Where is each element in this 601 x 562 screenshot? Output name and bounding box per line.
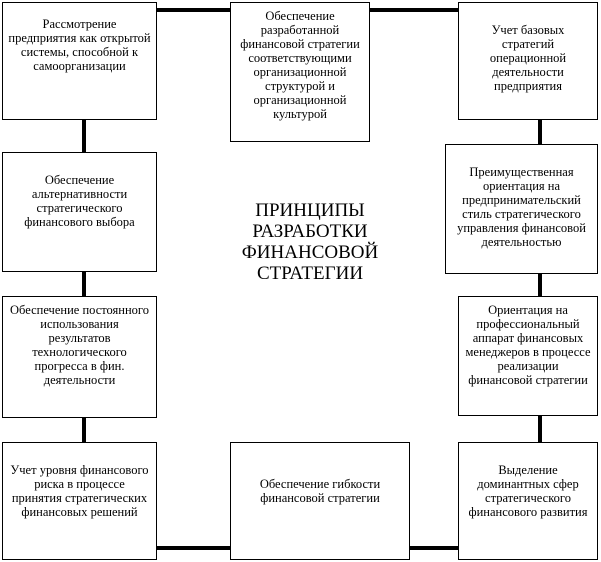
connector-right-3 bbox=[538, 416, 542, 442]
box-top-right bbox=[458, 2, 598, 120]
connector-top-center-right bbox=[370, 8, 458, 12]
connector-bottom-center-right bbox=[410, 546, 458, 550]
connector-left-1 bbox=[82, 120, 86, 152]
box-mid2-left-text: Обеспечение постоянного использования результатов технологического прогресса в фин. деятельности bbox=[10, 303, 149, 387]
box-bottom-center bbox=[230, 442, 410, 560]
diagram-title: ПРИНЦИПЫ РАЗРАБОТКИ ФИНАНСОВОЙ СТРАТЕГИИ bbox=[241, 200, 379, 284]
box-mid2-right bbox=[458, 296, 598, 416]
box-mid1-right bbox=[445, 144, 598, 274]
box-mid2-left bbox=[2, 296, 157, 418]
box-bottom-left bbox=[2, 442, 157, 560]
box-bottom-center-text: Обеспечение гибкости финансовой стратегии bbox=[259, 477, 381, 505]
box-top-center-text: Обеспечение разработанной финансовой стратегии соответствующими организационной структурой и организационной культурой bbox=[240, 9, 360, 121]
box-mid1-left-text: Обеспечение альтернативности стратегического финансового выбора bbox=[24, 173, 135, 229]
connector-right-2 bbox=[538, 274, 542, 296]
connector-bottom-left-center bbox=[157, 546, 230, 550]
box-bottom-left-text: Учет уровня финансового риска в процессе принятия стратегических финансовых решений bbox=[10, 463, 149, 519]
box-top-right-text: Учет базовых стратегий операционной деятельности предприятия bbox=[489, 23, 567, 93]
box-top-center bbox=[230, 2, 370, 142]
box-mid1-left bbox=[2, 152, 157, 272]
box-bottom-right bbox=[458, 442, 598, 560]
connector-right-1 bbox=[538, 120, 542, 144]
box-mid1-right-text: Преимущественная ориентация на предпринимательский стиль стратегического управления финансовой деятельностью bbox=[457, 165, 586, 249]
connector-left-3 bbox=[82, 418, 86, 442]
connector-left-2 bbox=[82, 272, 86, 296]
box-top-left bbox=[2, 2, 157, 120]
box-bottom-right-text: Выделение доминантных сфер стратегического финансового развития bbox=[468, 463, 588, 519]
box-top-left-text: Рассмотрение предприятия как открытой системы, способной к самоорганизации bbox=[8, 17, 151, 73]
connector-top-left-center bbox=[157, 8, 230, 12]
box-mid2-right-text: Ориентация на профессиональный аппарат финансовых менеджеров в процессе реализации финансовой стратегии bbox=[465, 303, 591, 387]
